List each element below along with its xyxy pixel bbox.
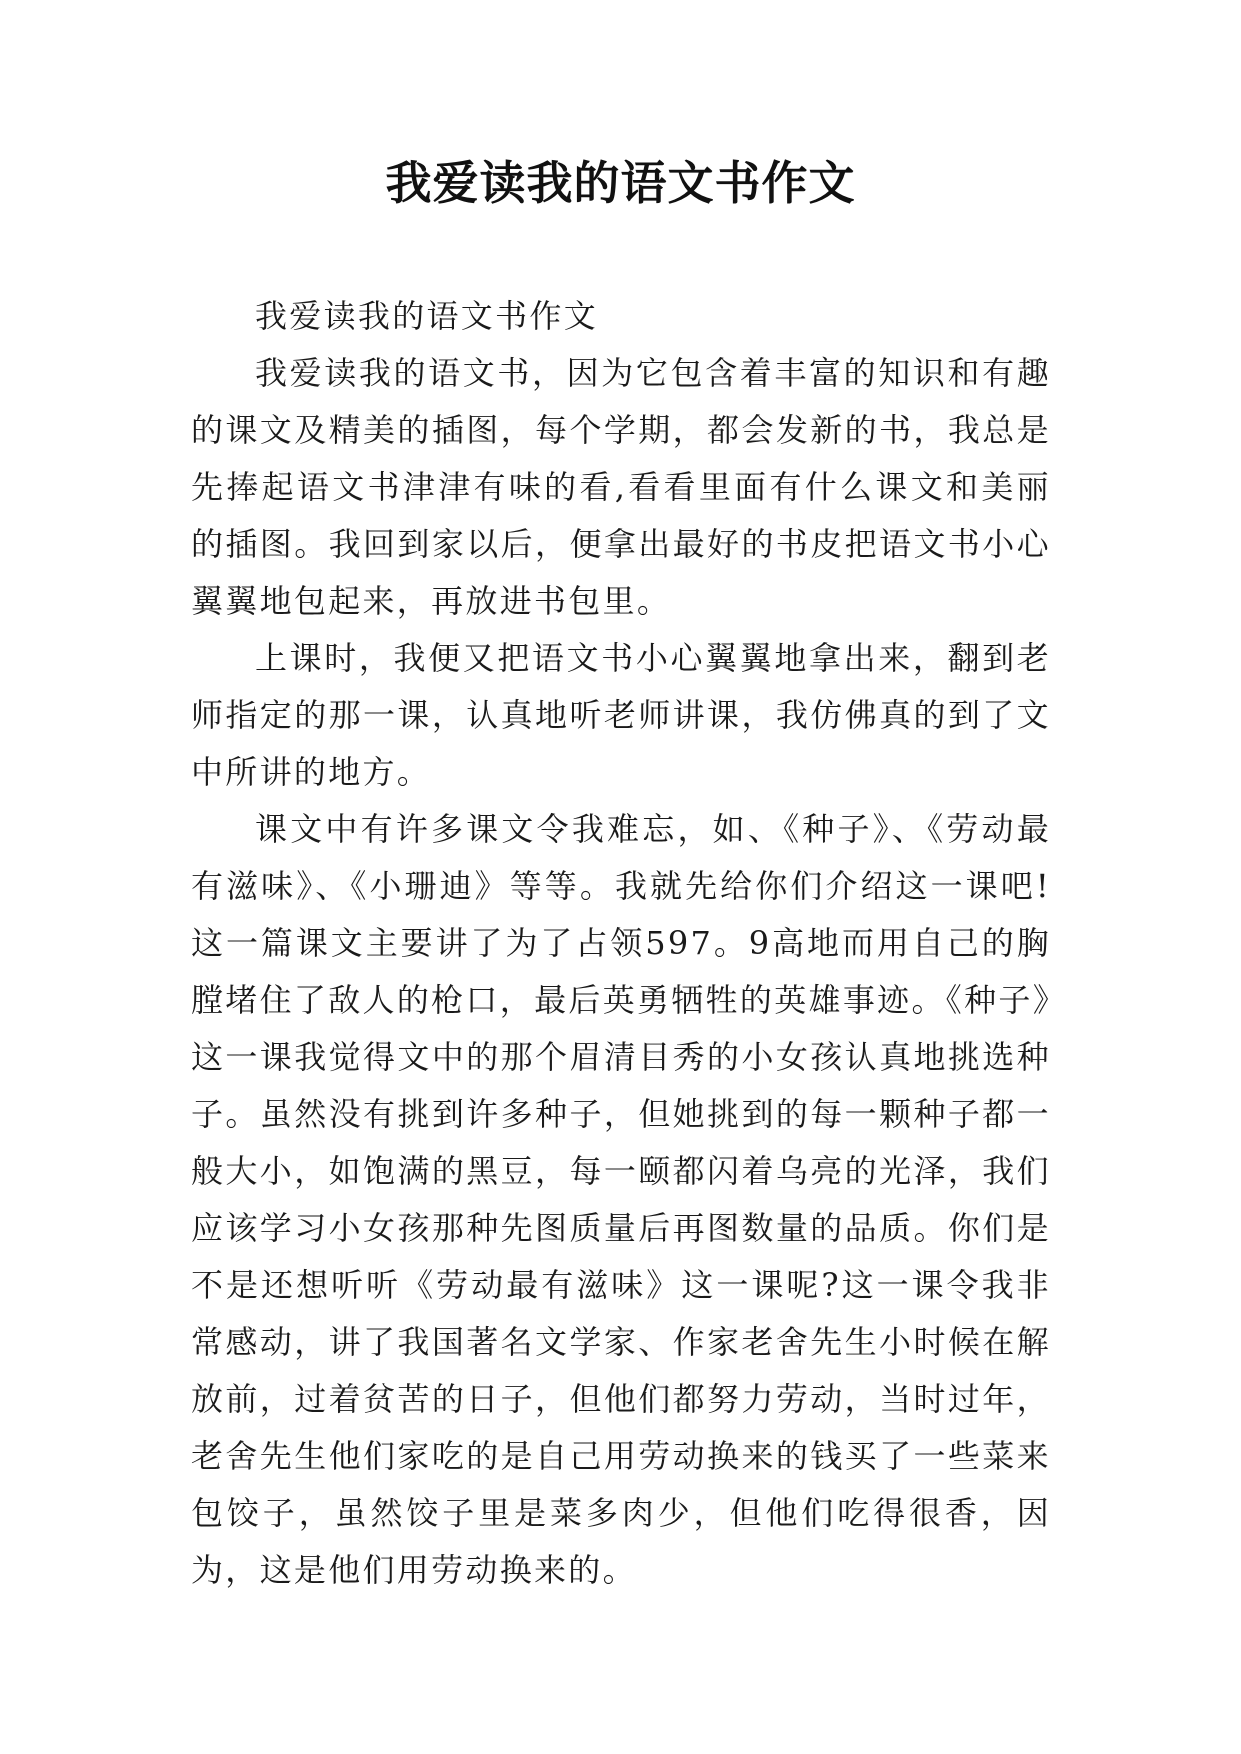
document-title: 我爱读我的语文书作文 — [385, 156, 856, 210]
paragraph-subtitle: 我爱读我的语文书作文 — [255, 297, 599, 335]
paragraph-2: 上课时，我便又把语文书小心翼翼地拿出来，翻到老师指定的那一课，认真地听老师讲课，我仿佛真的到了文中所讲的地方。 — [191, 639, 1051, 791]
document-body — [191, 288, 1051, 1599]
paragraph-3: 课文中有许多课文令我难忘，如、《种子》、《劳动最有滋味》、《小珊迪》等等。我就先给你们介绍这一课吧!这一篇课文主要讲了为了占领597。9高地而用自己的胸膛堵住了敌人的枪口，最后英勇牺牲的英雄事迹。《种子》这一课我觉得文中的那个眉清目秀的小女孩认真地挑选种子。虽然没有挑到许多种子，但她挑到的每一颗种子都一般大小，如饱满的黑豆，每一颐都闪着乌亮的光泽，我们应该学习小女孩那种先图质量后再图数量的品质。你们是不是还想听听《劳动最有滋味》这一课呢?这一课令我非常感动，讲了我国著名文学家、作家老舍先生小时候在解放前，过着贫苦的日子，但他们都努力劳动，当时过年，老舍先生他们家吃的是自己用劳动换来的钱买了一些菜来包饺子，虽然饺子里是菜多肉少，但他们吃得很香，因为，这是他们用劳动换来的。 — [191, 810, 1051, 1589]
paragraph-1: 我爱读我的语文书，因为它包含着丰富的知识和有趣的课文及精美的插图，每个学期，都会发新的书，我总是先捧起语文书津津有味的看,看看里面有什么课文和美丽的插图。我回到家以后，便拿出最好的书皮把语文书小心翼翼地包起来，再放进书包里。 — [191, 354, 1051, 620]
